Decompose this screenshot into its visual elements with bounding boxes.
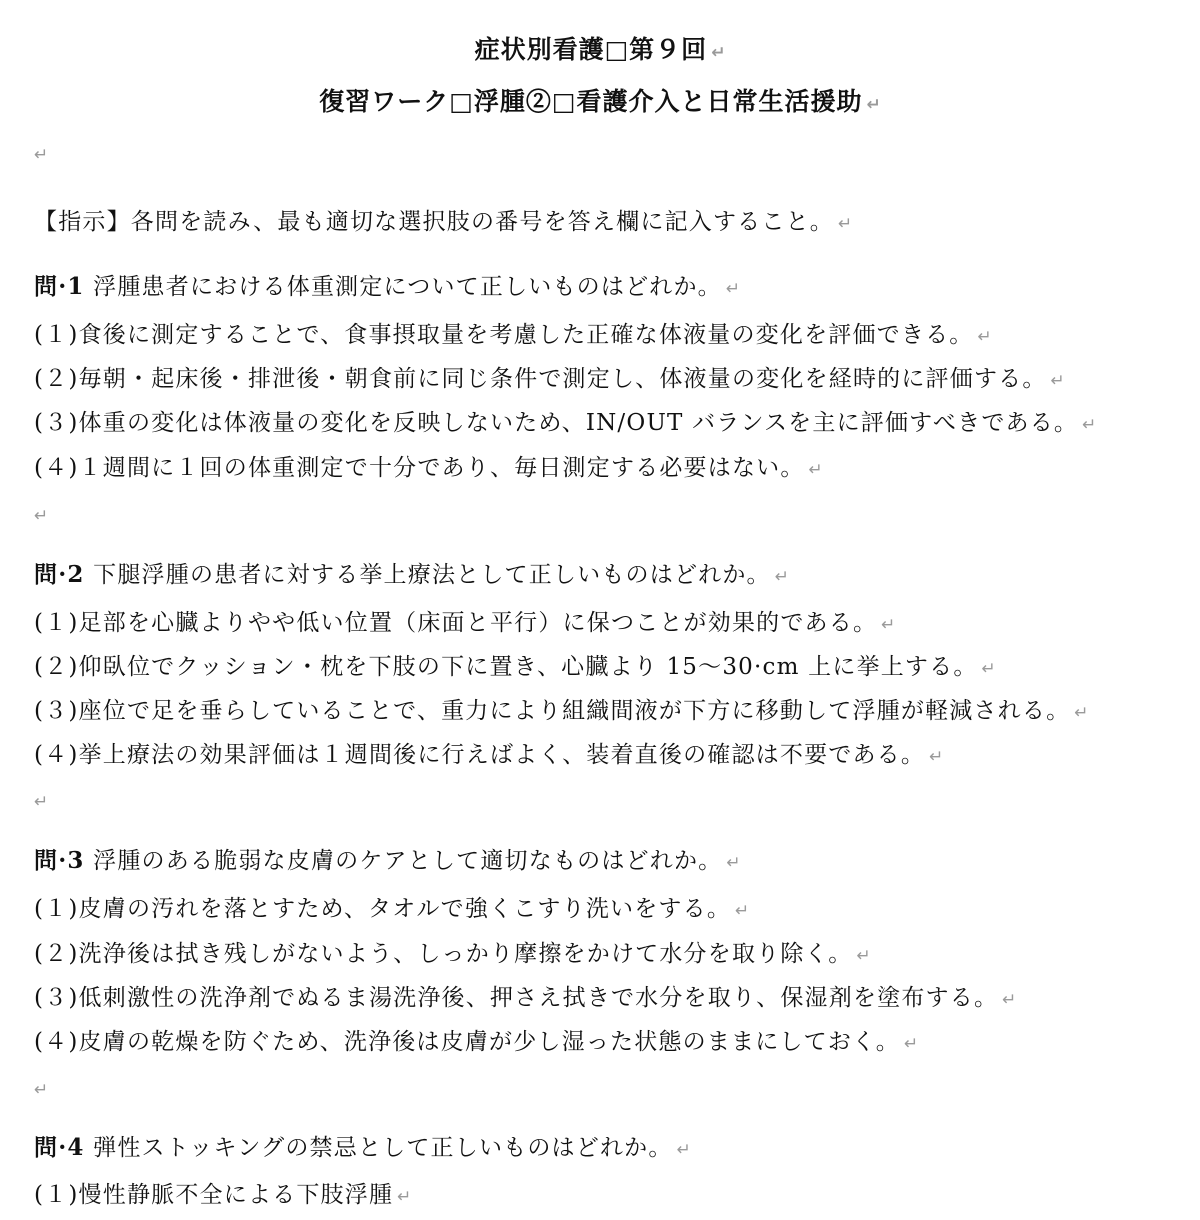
paragraph-mark-icon: ↵	[977, 327, 992, 347]
paragraph-mark-icon: ↵	[903, 1034, 919, 1054]
paragraph-mark-icon: ↵	[981, 659, 996, 679]
paragraph-mark-icon: ↵	[676, 1140, 691, 1160]
question-number: 問·4	[34, 1134, 85, 1161]
paragraph-mark-icon: ↵	[725, 279, 741, 299]
instruction-text: 【指示】各問を読み、最も適切な選択肢の番号を答え欄に記入すること。 ↵	[34, 209, 853, 235]
paragraph-mark-icon: ↵	[1074, 703, 1089, 723]
question-1-option-4: (４)１週間に１回の体重測定で十分であり、毎日測定する必要はない。 ↵	[34, 455, 823, 481]
question-number: 問·1	[34, 273, 85, 300]
paragraph-mark-icon: ↵	[856, 946, 871, 966]
paragraph-mark-icon: ↵	[726, 853, 741, 873]
question-1-option-3: (３)体重の変化は体液量の変化を反映しないため、IN/OUT バランスを主に評価すべきである。 ↵	[34, 410, 1097, 436]
document-title-line-2: 復習ワーク□浮腫②□看護介入と日常生活援助 ↵	[319, 87, 881, 116]
paragraph-mark-icon: ↵	[397, 1187, 412, 1207]
question-3-option-4: (４)皮膚の乾燥を防ぐため、洗浄後は皮膚が少し湿った状態のままにしておく。 ↵	[34, 1029, 919, 1055]
question-4-stem: 問·4 弾性ストッキングの禁忌として正しいものはどれか。 ↵	[34, 1134, 691, 1161]
empty-paragraph-mark-icon: ↵	[34, 792, 49, 812]
question-2-stem: 問·2 下腿浮腫の患者に対する挙上療法として正しいものはどれか。 ↵	[34, 561, 789, 588]
question-1-option-2: (２)毎朝・起床後・排泄後・朝食前に同じ条件で測定し、体液量の変化を経時的に評価する。 ↵	[34, 366, 1065, 392]
question-2-option-2: (２)仰臥位でクッション・枕を下肢の下に置き、心臓より 15〜30·cm 上に挙上する。 ↵	[34, 654, 996, 680]
question-3-option-1: (１)皮膚の汚れを落とすため、タオルで強くこすり洗いをする。 ↵	[34, 896, 750, 922]
paragraph-mark-icon: ↵	[1050, 371, 1065, 391]
question-2-option-1: (１)足部を心臓よりやや低い位置（床面と平行）に保つことが効果的である。 ↵	[34, 610, 896, 636]
question-3-stem: 問·3 浮腫のある脆弱な皮膚のケアとして適切なものはどれか。 ↵	[34, 847, 741, 874]
paragraph-mark-icon: ↵	[808, 460, 823, 480]
paragraph-mark-icon: ↵	[881, 615, 896, 635]
paragraph-mark-icon: ↵	[929, 747, 944, 767]
paragraph-mark-icon: ↵	[735, 901, 750, 921]
question-2-option-3: (３)座位で足を垂らしていることで、重力により組織間液が下方に移動して浮腫が軽減される。 ↵	[34, 698, 1089, 724]
paragraph-mark-icon: ↵	[1082, 415, 1097, 435]
question-3-option-2: (２)洗浄後は拭き残しがないよう、しっかり摩擦をかけて水分を取り除く。 ↵	[34, 941, 871, 967]
empty-paragraph-mark-icon: ↵	[34, 506, 49, 526]
paragraph-mark-icon: ↵	[711, 43, 726, 63]
question-3-option-3: (３)低刺激性の洗浄剤でぬるま湯洗浄後、押さえ拭きで水分を取り、保湿剤を塗布する。 ↵	[34, 985, 1017, 1011]
paragraph-mark-icon: ↵	[866, 95, 881, 115]
question-number: 問·2	[34, 561, 85, 588]
paragraph-mark-icon: ↵	[1002, 990, 1017, 1010]
paragraph-mark-icon: ↵	[837, 214, 853, 234]
question-2-option-4: (４)挙上療法の効果評価は１週間後に行えばよく、装着直後の確認は不要である。 ↵	[34, 742, 944, 768]
question-1-option-1: (１)食後に測定することで、食事摂取量を考慮した正確な体液量の変化を評価できる。 ↵	[34, 322, 992, 348]
question-1-stem: 問·1 浮腫患者における体重測定について正しいものはどれか。 ↵	[34, 273, 741, 300]
paragraph-mark-icon: ↵	[774, 567, 789, 587]
empty-paragraph-mark-icon: ↵	[34, 1080, 49, 1100]
empty-paragraph-mark-icon: ↵	[34, 145, 49, 165]
question-4-option-1: (１)慢性静脈不全による下肢浮腫 ↵	[34, 1182, 412, 1208]
document-title-line-1: 症状別看護□第９回 ↵	[474, 35, 726, 64]
question-number: 問·3	[34, 847, 85, 874]
